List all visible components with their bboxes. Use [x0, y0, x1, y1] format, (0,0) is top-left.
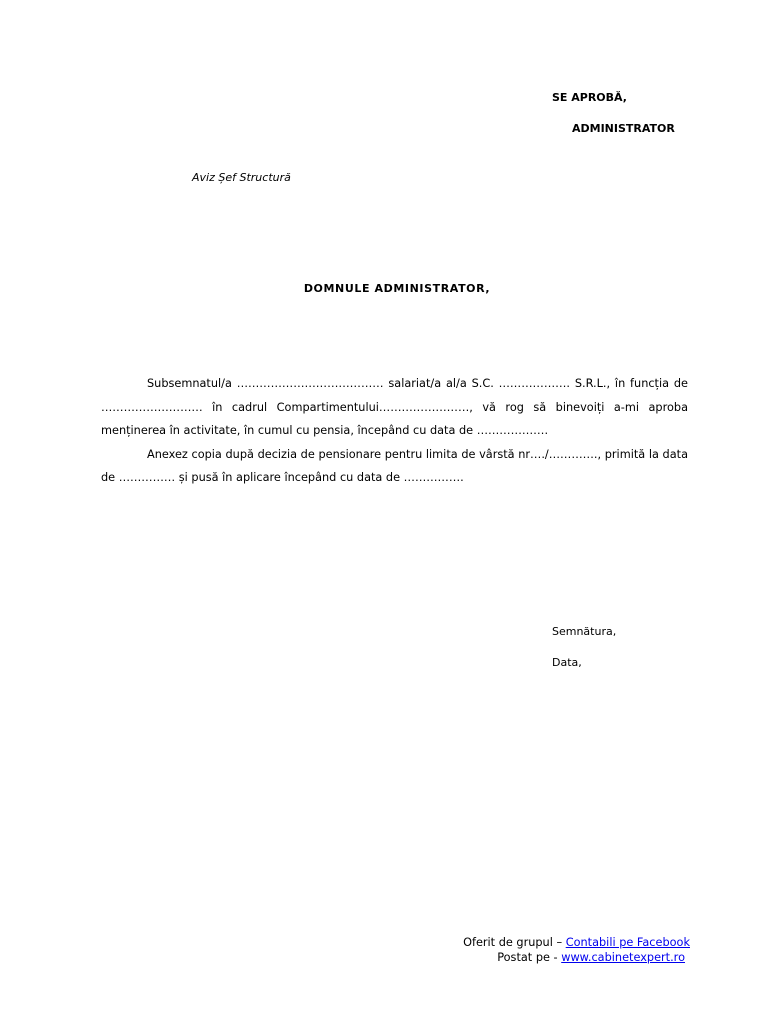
footer-posted-prefix: Postat pe - [497, 951, 562, 964]
footer-offered-line [420, 936, 690, 949]
approval-heading: SE APROBĂ, [552, 91, 627, 104]
signature-label: Semnătura, [552, 625, 617, 638]
footer-offered-prefix: Oferit de grupul – [463, 936, 566, 949]
approver-title: ADMINISTRATOR [572, 122, 675, 135]
footer-posted-line [497, 951, 685, 964]
request-body [101, 372, 688, 490]
facebook-group-link[interactable]: Contabili pe Facebook [565, 936, 690, 949]
annex-paragraph: Anexez copia după decizia de pensionare pentru limita de vârstă nr…./…………., primită la data de …………… și pusă în aplicare începând cu data de ……………. [101, 447, 688, 484]
salutation-heading: DOMNULE ADMINISTRATOR, [303, 282, 491, 295]
date-label: Data, [552, 656, 582, 669]
structure-approval-note: Aviz Șef Structură [192, 171, 291, 184]
website-link[interactable]: www.cabinetexpert.ro [561, 951, 685, 964]
request-paragraph: Subsemnatul/a ………………………………… salariat/a al/a S.C. ………………. S.R.L., în funcția de ……………………… în cadrul Compartimentului……………………, vă rog să binevoiți a-mi aproba menținerea în activitate, în cumul cu pensia, începând cu data de ………………. [101, 377, 688, 437]
